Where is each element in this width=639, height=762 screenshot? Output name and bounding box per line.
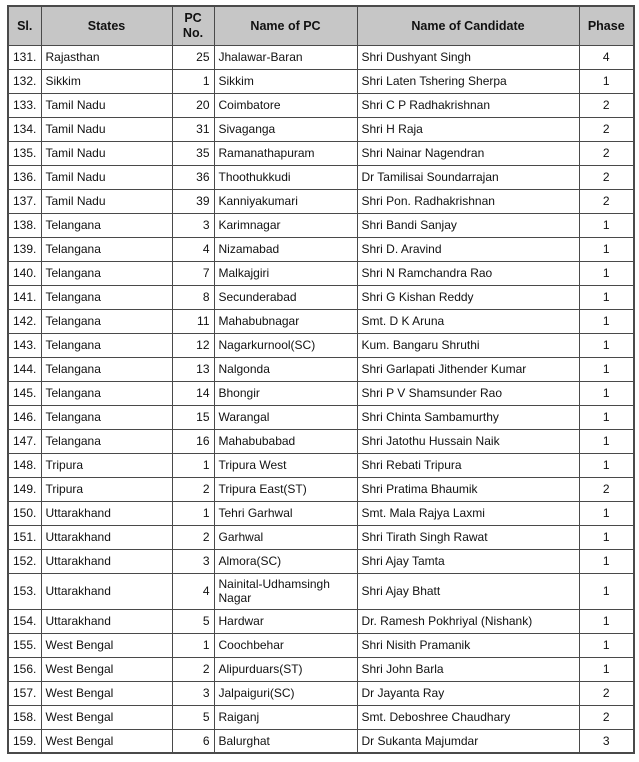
cell-phase: 2 [579, 166, 634, 190]
cell-phase: 1 [579, 454, 634, 478]
cell-state: Telangana [41, 310, 172, 334]
cell-pc_no: 7 [172, 262, 214, 286]
cell-pc_no: 3 [172, 681, 214, 705]
cell-pc_no: 20 [172, 94, 214, 118]
cell-pc_name: Nagarkurnool(SC) [214, 334, 357, 358]
cell-sl: 152. [8, 550, 41, 574]
cell-pc_no: 6 [172, 729, 214, 753]
cell-candidate: Shri C P Radhakrishnan [357, 94, 579, 118]
cell-pc_name: Sikkim [214, 70, 357, 94]
cell-sl: 131. [8, 46, 41, 70]
cell-candidate: Shri P V Shamsunder Rao [357, 382, 579, 406]
cell-pc_no: 1 [172, 633, 214, 657]
table-row [8, 334, 634, 358]
cell-pc_no: 8 [172, 286, 214, 310]
cell-pc_name: Kanniyakumari [214, 190, 357, 214]
cell-state: Telangana [41, 358, 172, 382]
table-row [8, 118, 634, 142]
cell-pc_no: 2 [172, 657, 214, 681]
cell-candidate: Shri D. Aravind [357, 238, 579, 262]
cell-candidate: Shri Rebati Tripura [357, 454, 579, 478]
cell-phase: 2 [579, 681, 634, 705]
cell-candidate: Shri H Raja [357, 118, 579, 142]
cell-phase: 2 [579, 705, 634, 729]
cell-sl: 145. [8, 382, 41, 406]
table-row [8, 609, 634, 633]
cell-sl: 140. [8, 262, 41, 286]
cell-sl: 133. [8, 94, 41, 118]
cell-pc_name: Garhwal [214, 526, 357, 550]
cell-pc_no: 1 [172, 454, 214, 478]
header-cell-pc_no: PC No. [172, 6, 214, 46]
cell-state: Uttarakhand [41, 609, 172, 633]
table-row [8, 633, 634, 657]
table-row [8, 406, 634, 430]
cell-sl: 132. [8, 70, 41, 94]
table-row [8, 574, 634, 610]
cell-pc_name: Raiganj [214, 705, 357, 729]
table-row [8, 70, 634, 94]
cell-candidate: Shri Laten Tshering Sherpa [357, 70, 579, 94]
cell-pc_name: Sivaganga [214, 118, 357, 142]
cell-sl: 154. [8, 609, 41, 633]
cell-candidate: Shri Ajay Tamta [357, 550, 579, 574]
cell-phase: 1 [579, 657, 634, 681]
cell-pc_name: Almora(SC) [214, 550, 357, 574]
table-row [8, 310, 634, 334]
cell-sl: 155. [8, 633, 41, 657]
table-row [8, 382, 634, 406]
cell-pc_name: Hardwar [214, 609, 357, 633]
cell-pc_no: 1 [172, 70, 214, 94]
table-row [8, 454, 634, 478]
table-row [8, 166, 634, 190]
cell-sl: 146. [8, 406, 41, 430]
cell-pc_name: Nainital-Udhamsingh Nagar [214, 574, 357, 610]
cell-sl: 143. [8, 334, 41, 358]
cell-candidate: Shri Nisith Pramanik [357, 633, 579, 657]
cell-phase: 3 [579, 729, 634, 753]
cell-pc_no: 13 [172, 358, 214, 382]
cell-sl: 151. [8, 526, 41, 550]
cell-candidate: Shri N Ramchandra Rao [357, 262, 579, 286]
candidates-table [7, 5, 635, 754]
cell-phase: 1 [579, 633, 634, 657]
table-row [8, 550, 634, 574]
table-row [8, 142, 634, 166]
cell-phase: 1 [579, 262, 634, 286]
cell-pc_name: Karimnagar [214, 214, 357, 238]
cell-phase: 1 [579, 214, 634, 238]
cell-sl: 157. [8, 681, 41, 705]
cell-candidate: Shri Pratima Bhaumik [357, 478, 579, 502]
table-row [8, 526, 634, 550]
cell-phase: 1 [579, 430, 634, 454]
cell-state: Tamil Nadu [41, 118, 172, 142]
cell-candidate: Shri Garlapati Jithender Kumar [357, 358, 579, 382]
cell-pc_name: Warangal [214, 406, 357, 430]
cell-candidate: Shri Dushyant Singh [357, 46, 579, 70]
table-row [8, 729, 634, 753]
cell-state: Uttarakhand [41, 550, 172, 574]
cell-pc_no: 39 [172, 190, 214, 214]
table-row [8, 238, 634, 262]
cell-state: West Bengal [41, 705, 172, 729]
cell-state: Rajasthan [41, 46, 172, 70]
header-cell-phase: Phase [579, 6, 634, 46]
cell-phase: 2 [579, 94, 634, 118]
table-row [8, 94, 634, 118]
cell-candidate: Smt. Mala Rajya Laxmi [357, 502, 579, 526]
cell-pc_name: Mahabubnagar [214, 310, 357, 334]
header-cell-candidate: Name of Candidate [357, 6, 579, 46]
cell-pc_name: Tripura West [214, 454, 357, 478]
table-row [8, 478, 634, 502]
cell-pc_no: 12 [172, 334, 214, 358]
cell-state: West Bengal [41, 729, 172, 753]
cell-pc_no: 15 [172, 406, 214, 430]
cell-phase: 1 [579, 334, 634, 358]
cell-phase: 1 [579, 238, 634, 262]
cell-pc_name: Ramanathapuram [214, 142, 357, 166]
cell-candidate: Shri Pon. Radhakrishnan [357, 190, 579, 214]
table-row [8, 657, 634, 681]
cell-candidate: Smt. D K Aruna [357, 310, 579, 334]
cell-phase: 1 [579, 550, 634, 574]
cell-state: Telangana [41, 238, 172, 262]
cell-candidate: Dr Tamilisai Soundarrajan [357, 166, 579, 190]
header-cell-pc_name: Name of PC [214, 6, 357, 46]
cell-candidate: Kum. Bangaru Shruthi [357, 334, 579, 358]
table-row [8, 705, 634, 729]
cell-pc_no: 2 [172, 526, 214, 550]
cell-pc_no: 16 [172, 430, 214, 454]
cell-state: Tamil Nadu [41, 94, 172, 118]
cell-sl: 153. [8, 574, 41, 610]
cell-pc_no: 35 [172, 142, 214, 166]
table-row [8, 286, 634, 310]
header-cell-sl: Sl. [8, 6, 41, 46]
cell-state: Tamil Nadu [41, 142, 172, 166]
cell-pc_name: Tripura East(ST) [214, 478, 357, 502]
table-row [8, 502, 634, 526]
cell-phase: 1 [579, 502, 634, 526]
cell-state: Telangana [41, 382, 172, 406]
cell-pc_name: Jhalawar-Baran [214, 46, 357, 70]
cell-sl: 156. [8, 657, 41, 681]
cell-state: Tripura [41, 454, 172, 478]
cell-pc_no: 5 [172, 705, 214, 729]
cell-pc_name: Nalgonda [214, 358, 357, 382]
cell-phase: 1 [579, 70, 634, 94]
cell-candidate: Shri Tirath Singh Rawat [357, 526, 579, 550]
cell-pc_name: Alipurduars(ST) [214, 657, 357, 681]
header-row [8, 6, 634, 46]
cell-phase: 2 [579, 190, 634, 214]
cell-phase: 2 [579, 118, 634, 142]
cell-pc_no: 36 [172, 166, 214, 190]
cell-candidate: Smt. Deboshree Chaudhary [357, 705, 579, 729]
cell-state: Telangana [41, 406, 172, 430]
cell-pc_name: Thoothukkudi [214, 166, 357, 190]
cell-phase: 1 [579, 382, 634, 406]
table-row [8, 190, 634, 214]
header-cell-state: States [41, 6, 172, 46]
cell-candidate: Dr Sukanta Majumdar [357, 729, 579, 753]
cell-pc_no: 1 [172, 502, 214, 526]
cell-pc_no: 25 [172, 46, 214, 70]
cell-candidate: Dr. Ramesh Pokhriyal (Nishank) [357, 609, 579, 633]
cell-phase: 1 [579, 574, 634, 610]
cell-pc_name: Bhongir [214, 382, 357, 406]
cell-sl: 159. [8, 729, 41, 753]
cell-pc_name: Jalpaiguri(SC) [214, 681, 357, 705]
cell-state: Sikkim [41, 70, 172, 94]
cell-state: Tamil Nadu [41, 166, 172, 190]
cell-candidate: Shri Jatothu Hussain Naik [357, 430, 579, 454]
table-row [8, 46, 634, 70]
cell-candidate: Shri Nainar Nagendran [357, 142, 579, 166]
cell-phase: 1 [579, 310, 634, 334]
cell-state: Tamil Nadu [41, 190, 172, 214]
cell-phase: 1 [579, 358, 634, 382]
cell-phase: 1 [579, 609, 634, 633]
cell-pc_name: Mahabubabad [214, 430, 357, 454]
cell-pc_no: 11 [172, 310, 214, 334]
cell-pc_no: 3 [172, 214, 214, 238]
cell-sl: 149. [8, 478, 41, 502]
cell-phase: 4 [579, 46, 634, 70]
cell-pc_no: 3 [172, 550, 214, 574]
cell-state: West Bengal [41, 681, 172, 705]
cell-state: Telangana [41, 286, 172, 310]
table-row [8, 358, 634, 382]
cell-phase: 1 [579, 526, 634, 550]
cell-pc_no: 4 [172, 574, 214, 610]
cell-sl: 144. [8, 358, 41, 382]
cell-state: Uttarakhand [41, 502, 172, 526]
cell-pc_name: Malkajgiri [214, 262, 357, 286]
table-row [8, 262, 634, 286]
table-row [8, 430, 634, 454]
cell-state: Tripura [41, 478, 172, 502]
cell-pc_no: 31 [172, 118, 214, 142]
cell-phase: 2 [579, 142, 634, 166]
cell-candidate: Shri Ajay Bhatt [357, 574, 579, 610]
cell-sl: 141. [8, 286, 41, 310]
cell-phase: 2 [579, 478, 634, 502]
cell-pc_no: 5 [172, 609, 214, 633]
cell-pc_name: Secunderabad [214, 286, 357, 310]
cell-sl: 148. [8, 454, 41, 478]
cell-sl: 137. [8, 190, 41, 214]
cell-pc_no: 2 [172, 478, 214, 502]
cell-candidate: Shri Bandi Sanjay [357, 214, 579, 238]
cell-pc_name: Balurghat [214, 729, 357, 753]
cell-pc_name: Coochbehar [214, 633, 357, 657]
table-row [8, 214, 634, 238]
cell-pc_name: Tehri Garhwal [214, 502, 357, 526]
table-header [8, 6, 634, 46]
cell-phase: 1 [579, 406, 634, 430]
cell-state: Telangana [41, 214, 172, 238]
cell-phase: 1 [579, 286, 634, 310]
cell-sl: 147. [8, 430, 41, 454]
cell-state: Uttarakhand [41, 526, 172, 550]
table-body [8, 46, 634, 754]
cell-sl: 134. [8, 118, 41, 142]
cell-pc_no: 4 [172, 238, 214, 262]
cell-state: Telangana [41, 430, 172, 454]
cell-pc_no: 14 [172, 382, 214, 406]
cell-pc_name: Coimbatore [214, 94, 357, 118]
cell-candidate: Shri Chinta Sambamurthy [357, 406, 579, 430]
cell-candidate: Shri G Kishan Reddy [357, 286, 579, 310]
cell-sl: 150. [8, 502, 41, 526]
cell-sl: 136. [8, 166, 41, 190]
cell-state: Telangana [41, 334, 172, 358]
cell-sl: 142. [8, 310, 41, 334]
cell-sl: 158. [8, 705, 41, 729]
cell-state: Telangana [41, 262, 172, 286]
cell-pc_name: Nizamabad [214, 238, 357, 262]
cell-state: Uttarakhand [41, 574, 172, 610]
cell-state: West Bengal [41, 633, 172, 657]
cell-candidate: Dr Jayanta Ray [357, 681, 579, 705]
cell-sl: 139. [8, 238, 41, 262]
cell-candidate: Shri John Barla [357, 657, 579, 681]
cell-state: West Bengal [41, 657, 172, 681]
cell-sl: 138. [8, 214, 41, 238]
cell-sl: 135. [8, 142, 41, 166]
table-row [8, 681, 634, 705]
